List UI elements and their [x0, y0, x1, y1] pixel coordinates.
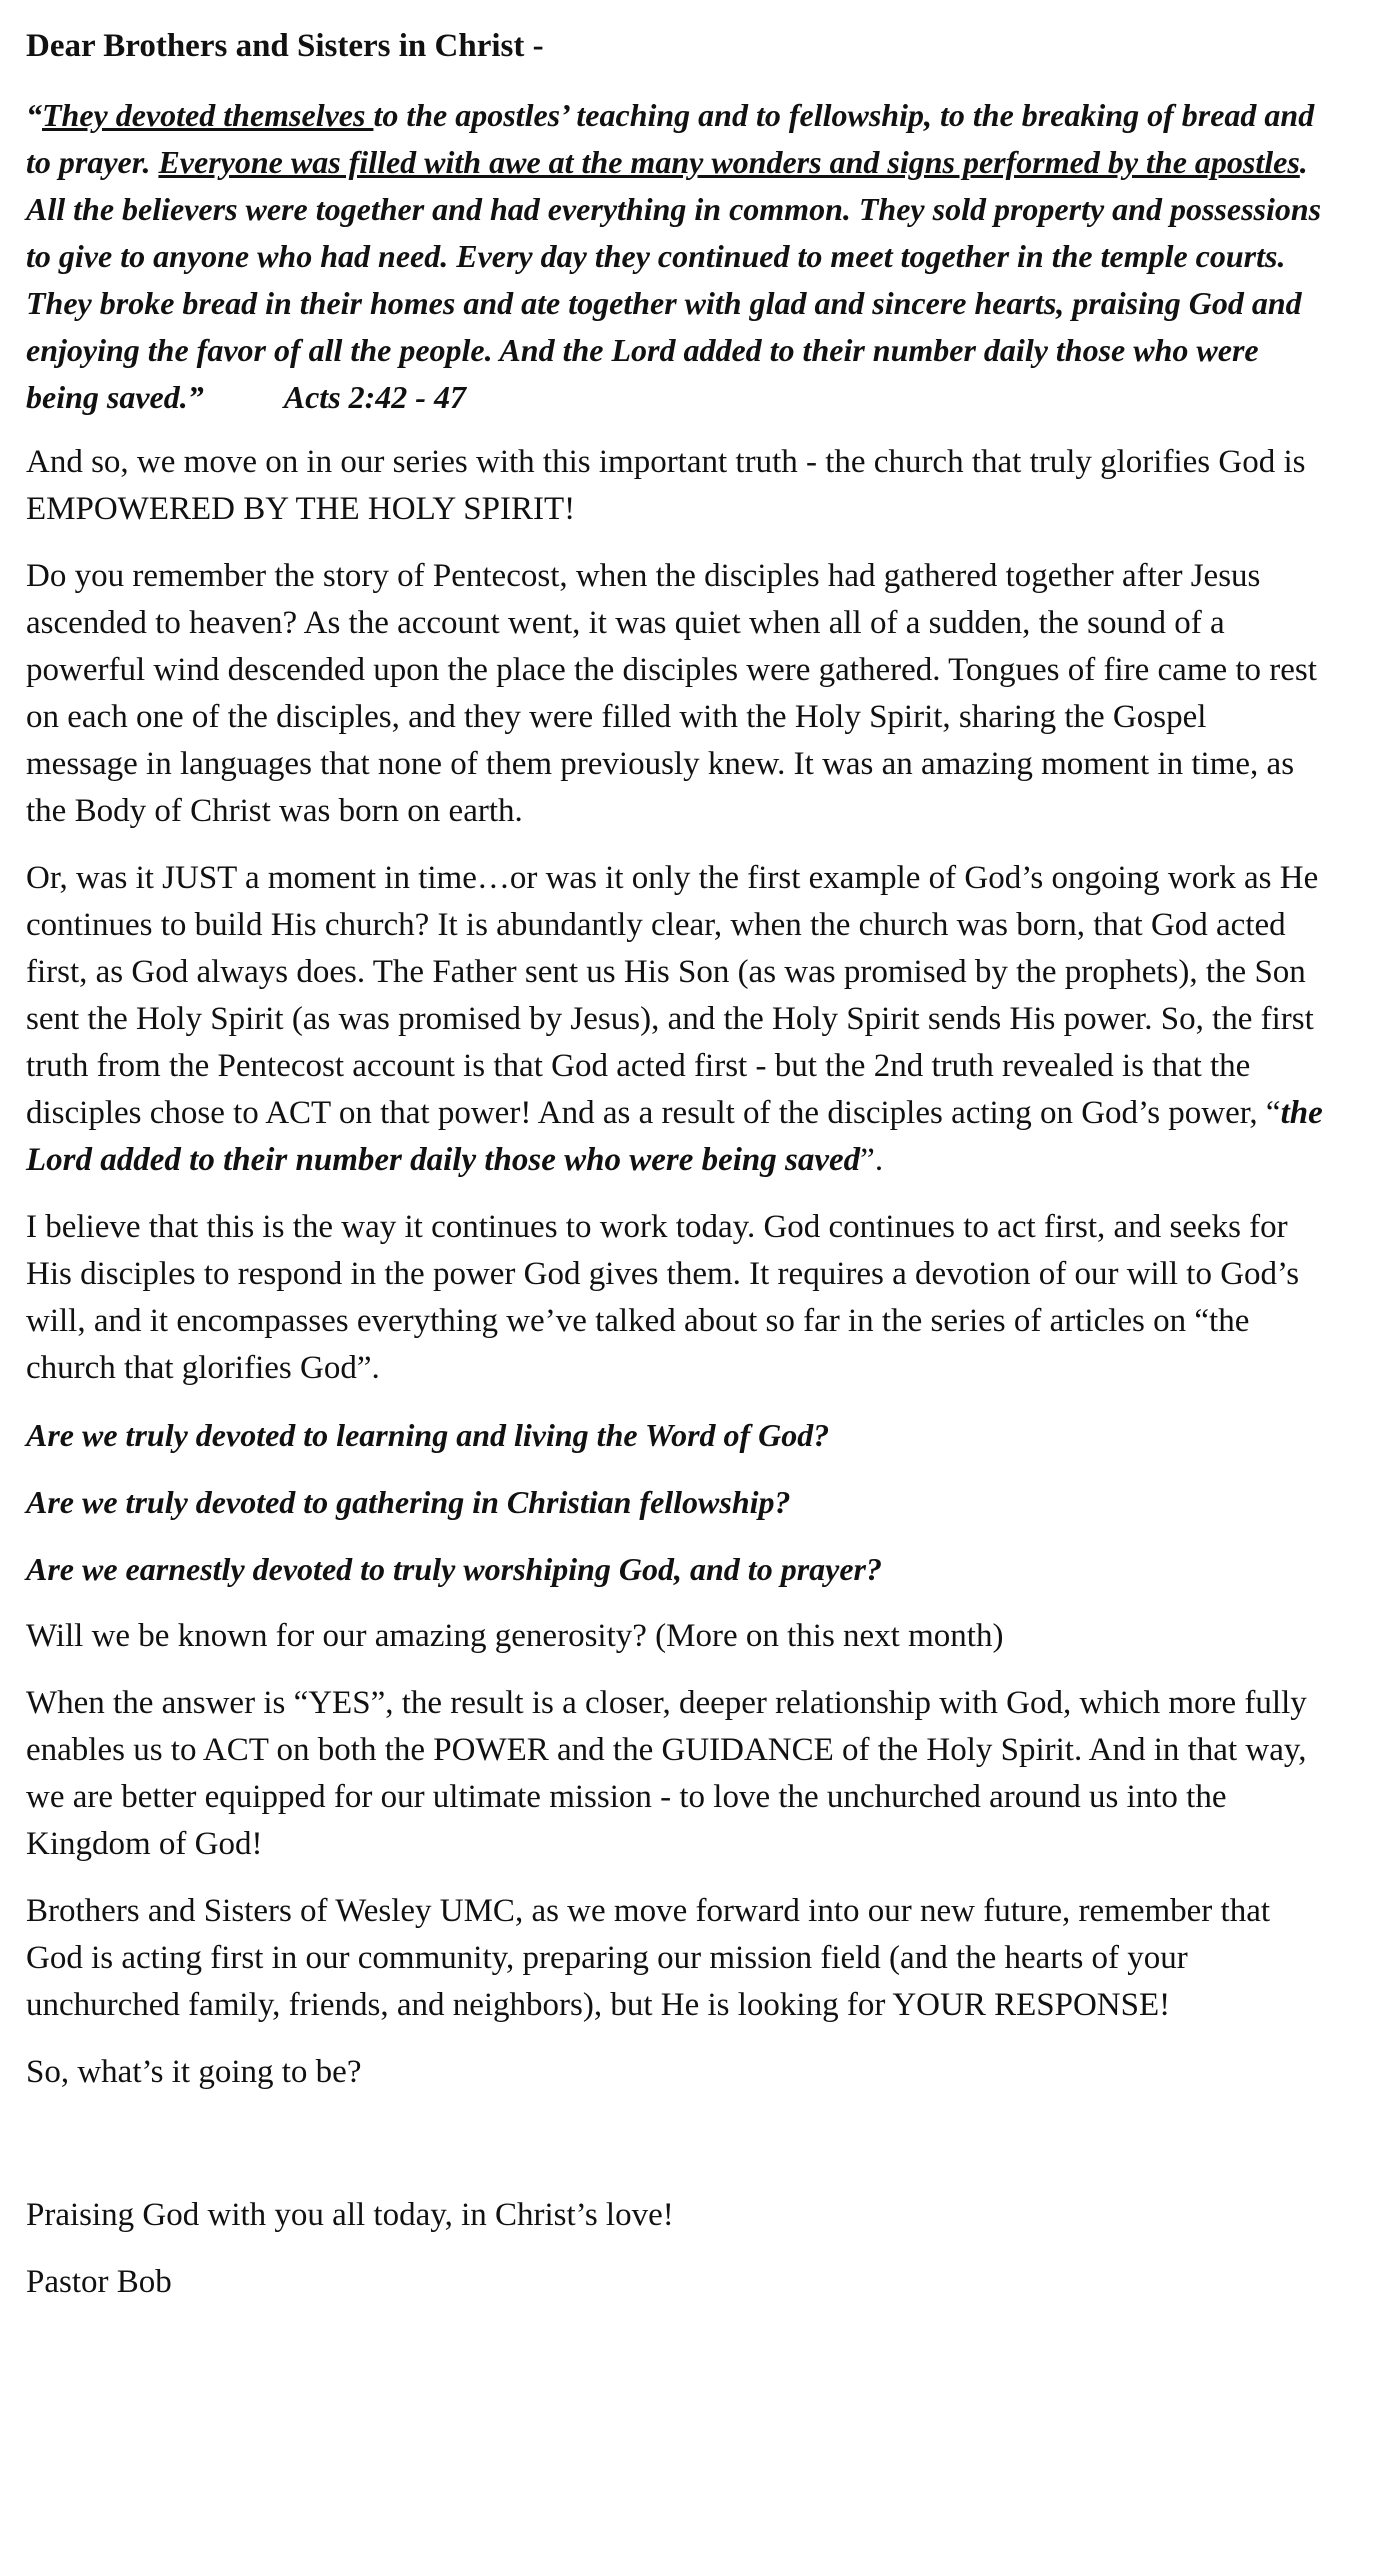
paragraph-2: Do you remember the story of Pentecost, when the disciples had gathered together after Jesus ascended to heaven? As the account went, it was quiet when all of a sudden, the sound of a powerful wind descended upon the place the disciples were gathered. Tongues of fire came to rest on each one of the disciples, and they were filled with the Holy Spirit, sharing the Gospel message in languages that none of them previously knew. It was an amazing moment in time, as the Body of Christ was born on earth. — [26, 558, 1317, 829]
letter — [26, 22, 1326, 2326]
question-3: Are we earnestly devoted to truly worshiping God, and to prayer? — [26, 1551, 882, 1587]
closing-line: Praising God with you all today, in Christ’s love! — [26, 2197, 674, 2233]
scripture-underlined-1: They devoted themselves — [42, 97, 374, 133]
paragraph-5: Will we be known for our amazing generosity? (More on this next month) — [26, 1618, 1004, 1654]
signature: Pastor Bob — [26, 2264, 172, 2300]
scripture-reference: Acts 2:42 - 47 — [283, 379, 466, 415]
paragraph-3 — [26, 855, 1326, 1184]
paragraph-4: I believe that this is the way it continues to work today. God continues to act first, and seeks for His disciples to respond in the power God gives them. It requires a devotion of our will to God’s will, and it encompasses everything we’ve talked about so far in the series of articles on “the church that glorifies God”. — [26, 1209, 1300, 1386]
scripture-quote — [26, 92, 1326, 421]
scripture-open-quote: “ — [26, 97, 42, 133]
paragraph-3-emphasis: the Lord added to their number daily those who were being saved — [26, 1095, 1323, 1178]
paragraph-7: Brothers and Sisters of Wesley UMC, as we move forward into our new future, remember that God is acting first in our community, preparing our mission field (and the hearts of your unchurched family, friends, and neighbors), but He is looking for YOUR RESPONSE! — [26, 1893, 1271, 2023]
scripture-text-2: . All the believers were together and had everything in common. They sold property and possessions to give to anyone who had need. Every day they continued to meet together in the temple courts. They broke bread in their homes and ate together with glad and sincere hearts, praising God and enjoying the favor of all the people. And the Lord added to their number daily those who were being saved.” — [26, 144, 1322, 415]
salutation: Dear Brothers and Sisters in Christ - — [26, 28, 544, 64]
paragraph-3-end: ”. — [860, 1142, 884, 1178]
question-1: Are we truly devoted to learning and living the Word of God? — [26, 1417, 830, 1453]
scripture-text-1: to the apostles’ teaching and to fellowship, to the breaking of bread and to prayer. — [26, 97, 1315, 180]
paragraph-3-text: Or, was it JUST a moment in time…or was it only the first example of God’s ongoing work as He continues to build His church? It is abundantly clear, when the church was born, that God acted first, as God always does. The Father sent us His Son (as was promised by the prophets), the Son sent the Holy Spirit (as was promised by Jesus), and the Holy Spirit sends His power. So, the first truth from the Pentecost account is that God acted first - but the 2nd truth revealed is that the disciples chose to ACT on that power! And as a result of the disciples acting on God’s power, “ — [26, 860, 1319, 1131]
paragraph-6: When the answer is “YES”, the result is a closer, deeper relationship with God, which more fully enables us to ACT on both the POWER and the GUIDANCE of the Holy Spirit. And in that way, we are better equipped for our ultimate mission - to love the unchurched around us into the Kingdom of God! — [26, 1685, 1307, 1862]
question-2: Are we truly devoted to gathering in Christian fellowship? — [26, 1484, 791, 1520]
paragraph-8: So, what’s it going to be? — [26, 2054, 362, 2090]
blank-space — [26, 2116, 1326, 2192]
scripture-underlined-2: Everyone was filled with awe at the many wonders and signs performed by the apostles — [158, 144, 1300, 180]
paragraph-1: And so, we move on in our series with this important truth - the church that truly glorifies God is EMPOWERED BY THE HOLY SPIRIT! — [26, 444, 1306, 527]
